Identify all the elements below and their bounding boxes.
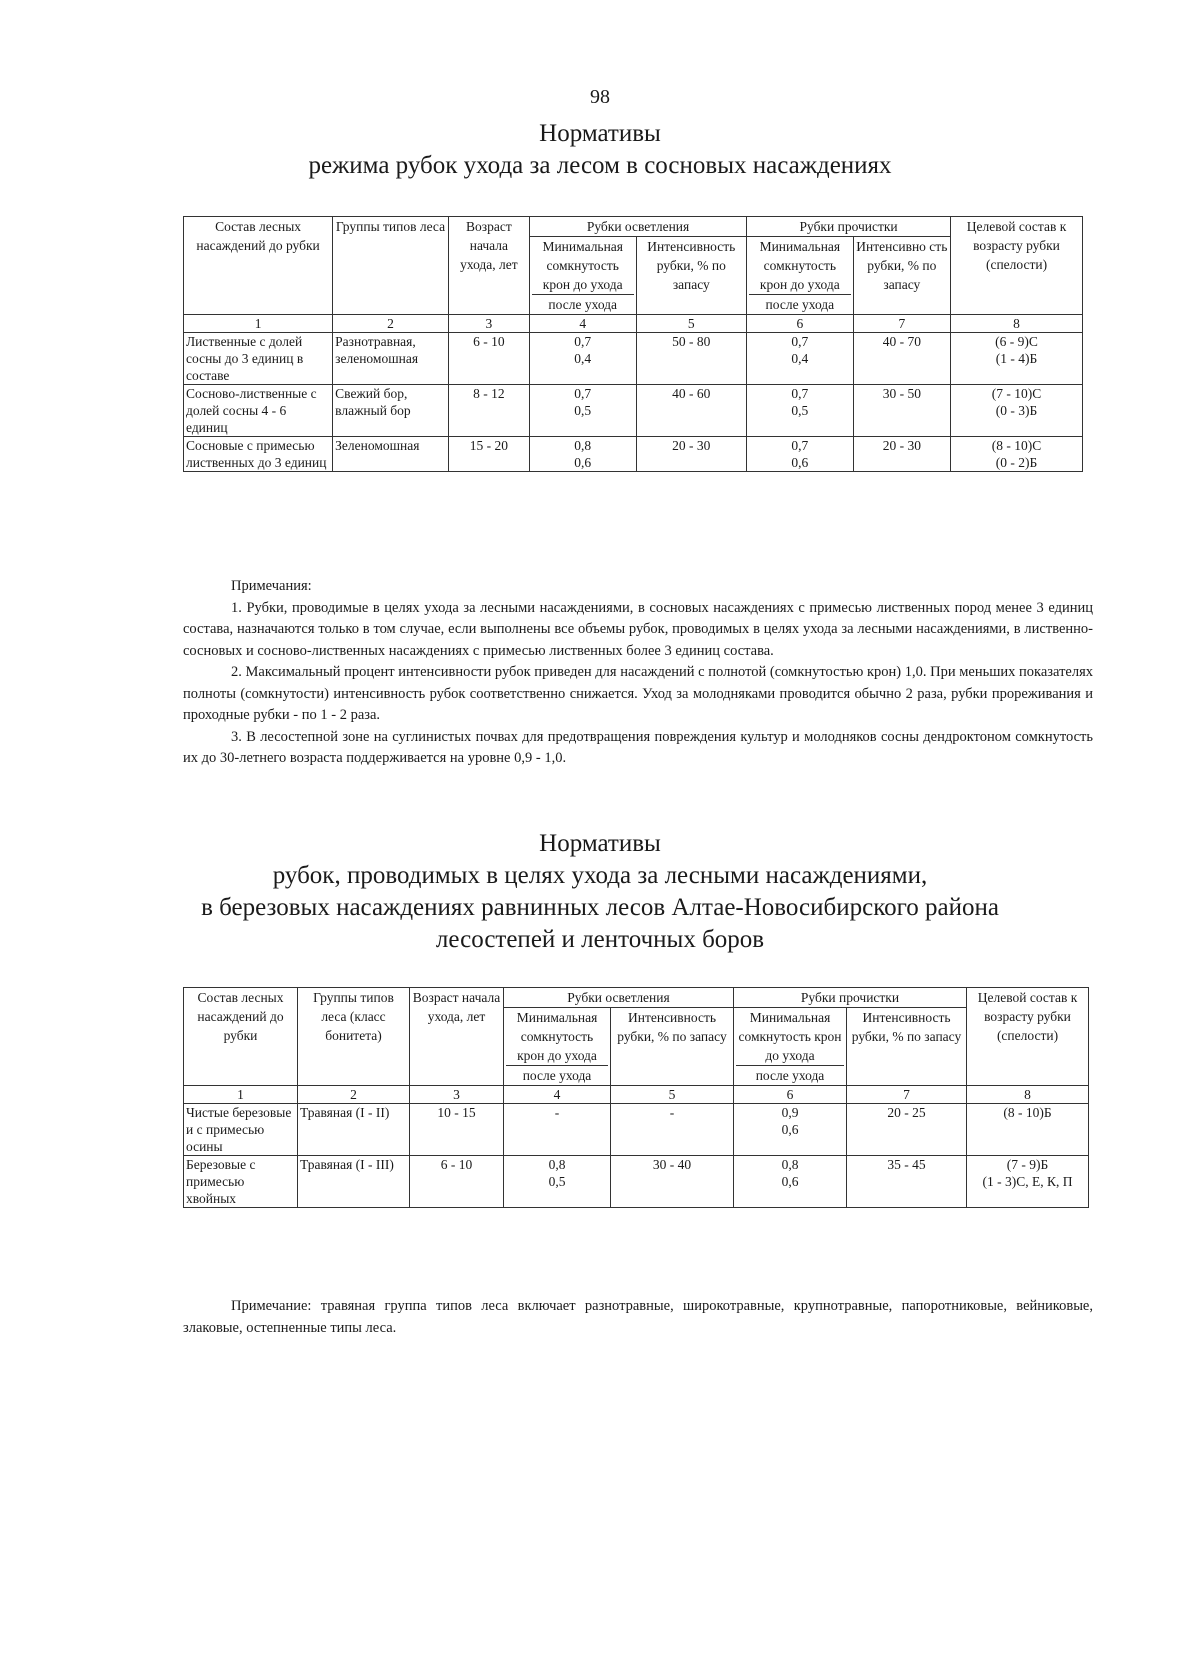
cell-composition: Березовые с примесью хвойных — [184, 1156, 298, 1208]
note-item: 3. В лесостепной зоне на суглинистых почвах для предотвращения повреждения культур и молодняков сосны дендроктоном сомкнутость их до 30-летнего возраста поддерживается на уровне 0,9 - 1,0. — [183, 728, 1093, 766]
pine-norms-table — [183, 216, 1083, 472]
section1-title-line: Нормативы — [539, 120, 661, 147]
cell-intensity-b: 30 - 50 — [853, 385, 950, 437]
cell-age: 6 - 10 — [448, 333, 529, 385]
col-number: 6 — [747, 315, 854, 333]
target-admix: (1 - 3)С, Е, К, П — [982, 1174, 1073, 1189]
cell-intensity-b: 40 - 70 — [853, 333, 950, 385]
cell-forest-type: Травяная (I - III) — [298, 1156, 410, 1208]
cell-forest-type: Зеленомошная — [333, 437, 449, 472]
header-forest-type: Группы типов леса (класс бонитета) — [298, 988, 410, 1086]
cell-forest-type: Травяная (I - II) — [298, 1104, 410, 1156]
header-clearing: Рубки осветления — [504, 988, 734, 1008]
section2-title-line: рубок, проводимых в целях ухода за лесными насаждениями, — [272, 862, 928, 889]
closure-before: 0,7 — [574, 386, 592, 401]
target-main: (8 - 10)Б — [1003, 1105, 1052, 1120]
target-admix: (1 - 4)Б — [995, 351, 1038, 366]
col-number: 1 — [184, 315, 333, 333]
closure-before: 0,7 — [791, 438, 809, 453]
cell-composition: Сосново-лиственные с долей сосны 4 - 6 единиц — [184, 385, 333, 437]
closure-before: 0,8 — [548, 1157, 566, 1172]
header-min-closure-b — [734, 1008, 847, 1086]
cell-target — [951, 333, 1083, 385]
header-intensity-a: Интенсивность рубки, % по запасу — [611, 1008, 734, 1086]
cell-closure-b — [747, 333, 854, 385]
header-min-closure-b-text: Минимальная сомкнутость крон до ухода — [738, 1010, 842, 1063]
section1-title — [0, 118, 1200, 182]
cell-composition: Сосновые с примесью лиственных до 3 единиц — [184, 437, 333, 472]
section2-title — [0, 828, 1200, 956]
section2-title-line: лесостепей и ленточных боров — [435, 926, 765, 953]
header-intensity-a: Интенсивность рубки, % по запасу — [636, 237, 747, 315]
col-number: 3 — [410, 1086, 504, 1104]
header-forest-type: Группы типов леса — [333, 217, 449, 315]
closure-before: 0,7 — [791, 334, 809, 349]
target-admix: (0 - 2)Б — [995, 455, 1038, 470]
cell-intensity-b: 20 - 30 — [853, 437, 950, 472]
closure-after: 0,4 — [791, 351, 809, 366]
birch-norms-table — [183, 987, 1089, 1208]
note-item: 2. Максимальный процент интенсивности рубок приведен для насаждений с полнотой (сомкнутостью крон) 1,0. При меньших показателях полноты (сомкнутости) интенсивность рубок соответственно снижается. Уход за молодняками проводится обычно 2 раза, рубки прореживания и проходные рубки - по 1 - 2 раза. — [183, 664, 1093, 723]
header-target: Целевой состав к возрасту рубки (спелости) — [951, 217, 1083, 315]
header-target: Целевой состав к возрасту рубки (спелости) — [967, 988, 1089, 1086]
cell-composition: Лиственные с долей сосны до 3 единиц в составе — [184, 333, 333, 385]
cell-intensity-b: 35 - 45 — [847, 1156, 967, 1208]
cell-target — [967, 1104, 1089, 1156]
notes-header: Примечания: — [231, 578, 312, 594]
cell-composition: Чистые березовые и с примесью осины — [184, 1104, 298, 1156]
target-admix: (0 - 3)Б — [995, 403, 1038, 418]
target-main: (6 - 9)С — [995, 334, 1038, 349]
table-row — [184, 1104, 1089, 1156]
header-min-closure — [529, 237, 636, 315]
header-age: Возраст начала ухода, лет — [448, 217, 529, 315]
col-number: 2 — [298, 1086, 410, 1104]
col-number: 5 — [611, 1086, 734, 1104]
column-number-row — [184, 315, 1083, 333]
header-min-closure — [504, 1008, 611, 1086]
column-number-row — [184, 1086, 1089, 1104]
closure-before: 0,8 — [574, 438, 592, 453]
cell-closure-b — [747, 385, 854, 437]
cell-closure-b — [734, 1104, 847, 1156]
cell-closure-a — [504, 1104, 611, 1156]
col-number: 4 — [504, 1086, 611, 1104]
cell-intensity-b: 20 - 25 — [847, 1104, 967, 1156]
col-number: 4 — [529, 315, 636, 333]
closure-after: 0,6 — [781, 1174, 799, 1189]
header-after: после ухода — [506, 1065, 608, 1085]
col-number: 5 — [636, 315, 747, 333]
table-row — [184, 437, 1083, 472]
target-main: (7 - 10)С — [991, 386, 1042, 401]
col-number: 7 — [853, 315, 950, 333]
col-number: 8 — [951, 315, 1083, 333]
header-cleaning: Рубки прочистки — [747, 217, 951, 237]
cell-closure-a — [529, 333, 636, 385]
closure-after: 0,6 — [781, 1122, 799, 1137]
closure-before: 0,7 — [574, 334, 592, 349]
cell-forest-type: Свежий бор, влажный бор — [333, 385, 449, 437]
target-main: (7 - 9)Б — [1006, 1157, 1049, 1172]
col-number: 8 — [967, 1086, 1089, 1104]
col-number: 7 — [847, 1086, 967, 1104]
cell-closure-b — [734, 1156, 847, 1208]
table-row — [184, 333, 1083, 385]
header-intensity-b: Интенсивно сть рубки, % по запасу — [853, 237, 950, 315]
cell-intensity-a: 30 - 40 — [611, 1156, 734, 1208]
cell-age: 6 - 10 — [410, 1156, 504, 1208]
closure-before: - — [554, 1105, 560, 1120]
cell-closure-a — [529, 385, 636, 437]
notes-block — [183, 576, 1093, 770]
cell-closure-a — [529, 437, 636, 472]
cell-target — [951, 437, 1083, 472]
col-number: 3 — [448, 315, 529, 333]
header-composition: Состав лесных насаждений до рубки — [184, 217, 333, 315]
header-intensity-b: Интенсивность рубки, % по запасу — [847, 1008, 967, 1086]
closure-before: 0,8 — [781, 1157, 799, 1172]
header-clearing: Рубки осветления — [529, 217, 746, 237]
cell-intensity-a: - — [611, 1104, 734, 1156]
closure-after: 0,6 — [574, 455, 592, 470]
section2-title-line: в березовых насаждениях равнинных лесов Алтае-Новосибирского района — [201, 894, 999, 921]
cell-intensity-a: 40 - 60 — [636, 385, 747, 437]
header-min-closure-b-text: Минимальная сомкнутость крон до ухода — [759, 239, 841, 292]
closure-after: 0,5 — [574, 403, 592, 418]
col-number: 2 — [333, 315, 449, 333]
closure-after: 0,4 — [574, 351, 592, 366]
cell-intensity-a: 50 - 80 — [636, 333, 747, 385]
col-number: 1 — [184, 1086, 298, 1104]
cell-forest-type: Разнотравная, зеленомошная — [333, 333, 449, 385]
table-row — [184, 1156, 1089, 1208]
header-min-closure-text: Минимальная сомкнутость крон до ухода — [516, 1010, 598, 1063]
cell-age: 15 - 20 — [448, 437, 529, 472]
closure-after: 0,5 — [791, 403, 809, 418]
header-composition: Состав лесных насаждений до рубки — [184, 988, 298, 1086]
cell-target — [951, 385, 1083, 437]
header-min-closure-b — [747, 237, 854, 315]
header-min-closure-text: Минимальная сомкнутость крон до ухода — [542, 239, 624, 292]
closure-before: 0,9 — [781, 1105, 799, 1120]
col-number: 6 — [734, 1086, 847, 1104]
table-row — [184, 385, 1083, 437]
cell-closure-a — [504, 1156, 611, 1208]
header-age: Возраст начала ухода, лет — [410, 988, 504, 1086]
section1-title-line: режима рубок ухода за лесом в сосновых насаждениях — [308, 152, 892, 179]
closure-after: 0,5 — [548, 1174, 566, 1189]
section2-title-line: Нормативы — [539, 830, 661, 857]
page-number: 98 — [590, 86, 610, 108]
cell-age: 10 - 15 — [410, 1104, 504, 1156]
header-after-b: после ухода — [736, 1065, 844, 1085]
target-main: (8 - 10)С — [991, 438, 1042, 453]
cell-target — [967, 1156, 1089, 1208]
closure-before: 0,7 — [791, 386, 809, 401]
notes-block-2 — [183, 1296, 1093, 1339]
closure-after: 0,6 — [791, 455, 809, 470]
header-cleaning: Рубки прочистки — [734, 988, 967, 1008]
note-item: 1. Рубки, проводимые в целях ухода за лесными насаждениями, в сосновых насаждениях с примесью лиственных пород менее 3 единиц состава, назначаются только в том случае, если выполнены все объемы рубок, проводимых в целях ухода за лесными насаждениями, в лиственно-сосновых и сосново-лиственных насаждениях с примесью лиственных более 3 единиц состава. — [183, 599, 1093, 659]
header-after: после ухода — [532, 294, 634, 314]
cell-closure-b — [747, 437, 854, 472]
cell-age: 8 - 12 — [448, 385, 529, 437]
note-text: Примечание: травяная группа типов леса включает разнотравные, широкотравные, крупнотравные, папоротниковые, вейниковые, злаковые, остепненные типы леса. — [183, 1298, 1093, 1336]
header-after-b: после ухода — [749, 294, 851, 314]
cell-intensity-a: 20 - 30 — [636, 437, 747, 472]
